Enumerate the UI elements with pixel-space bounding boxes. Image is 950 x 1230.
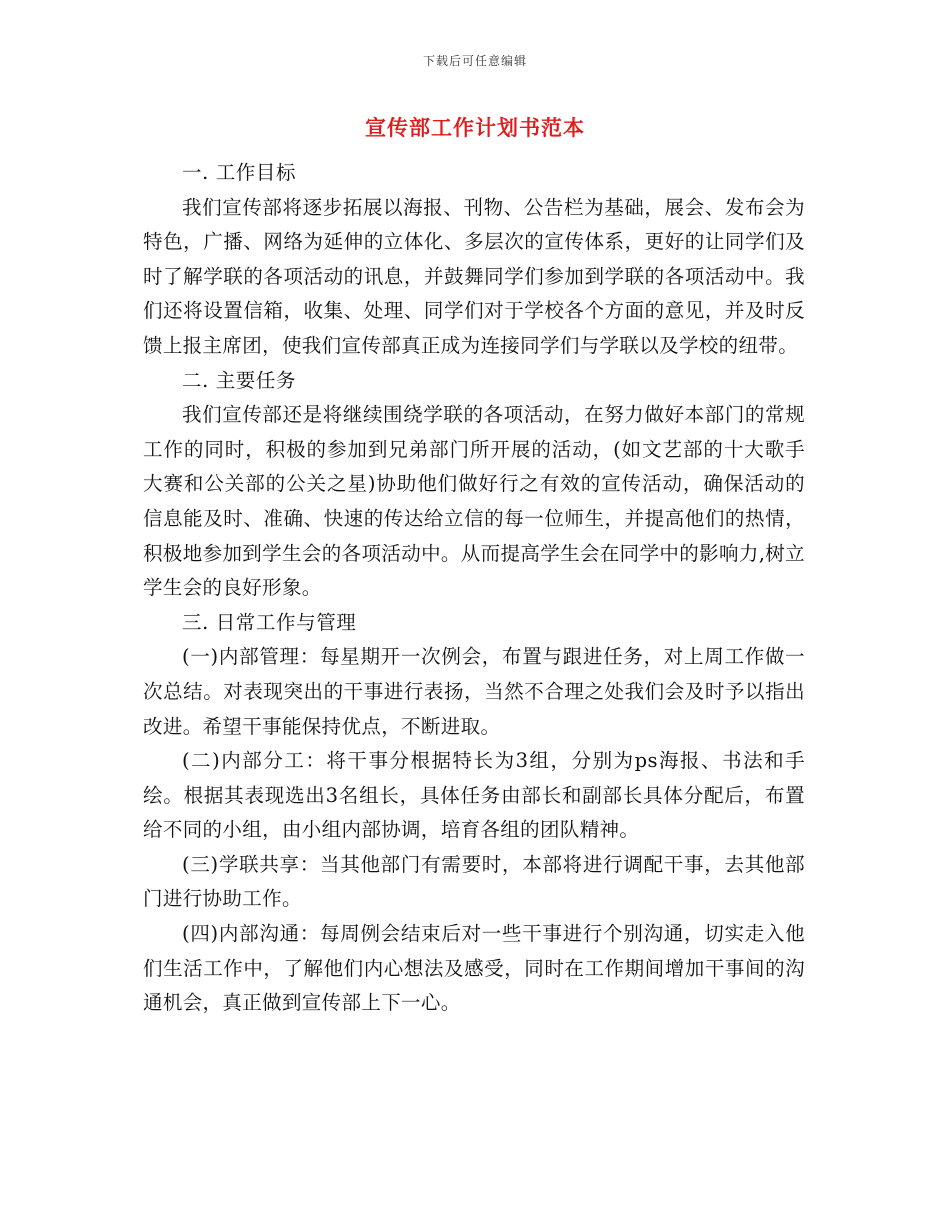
- section-2-paragraph: 我们宣传部还是将继续围绕学联的各项活动，在努力做好本部门的常规工作的同时，积极的参加到兄弟部门所开展的活动，(如文艺部的十大歌手大赛和公关部的公关之星)协助他们做好行之有效的宣传活动，确保活动的信息能及时、准确、快速的传达给立信的每一位师生，并提高他们的热情，积极地参加到学生会的各项活动中。从而提高学生会在同学中的影响力,树立学生会的良好形象。: [143, 403, 805, 600]
- section-3-item-internal-communication: (四)内部沟通：每周例会结束后对一些干事进行个别沟通，切实走入他们生活工作中，了解他们内心想法及感受，同时在工作期间增加干事间的沟通机会，真正做到宣传部上下一心。: [143, 922, 805, 1015]
- section-1-heading: 一. 工作目标: [182, 161, 297, 184]
- section-3-item-union-sharing: (三)学联共享：当其他部门有需要时，本部将进行调配干事，去其他部门进行协助工作。: [143, 852, 805, 911]
- document-body: [143, 156, 805, 1021]
- section-2-heading: 二. 主要任务: [182, 368, 297, 392]
- section-3-item-internal-management: (一)内部管理：每星期开一次例会，布置与跟进任务，对上周工作做一次总结。对表现突出的干事进行表扬，当然不合理之处我们会及时予以指出改进。希望干事能保持优点，不断进取。: [143, 645, 805, 738]
- section-1-paragraph: 我们宣传部将逐步拓展以海报、刊物、公告栏为基础，展会、发布会为特色，广播、网络为延伸的立体化、多层次的宣传体系，更好的让同学们及时了解学联的各项活动的讯息，并鼓舞同学们参加到学联的各项活动中。我们还将设置信箱，收集、处理、同学们对于学校各个方面的意见，并及时反馈上报主席团，使我们宣传部真正成为连接同学们与学联以及学校的纽带。: [143, 195, 805, 357]
- document-title: 宣传部工作计划书范本: [365, 115, 585, 140]
- section-3-heading: 三. 日常工作与管理: [182, 610, 357, 634]
- section-3-item-internal-division: (二)内部分工：将干事分根据特长为3组，分别为ps海报、书法和手绘。根据其表现选出3名组长，具体任务由部长和副部长具体分配后，布置给不同的小组，由小组内部协调，培育各组的团队精神。: [143, 749, 805, 842]
- header-note: 下载后可任意编辑: [422, 54, 527, 68]
